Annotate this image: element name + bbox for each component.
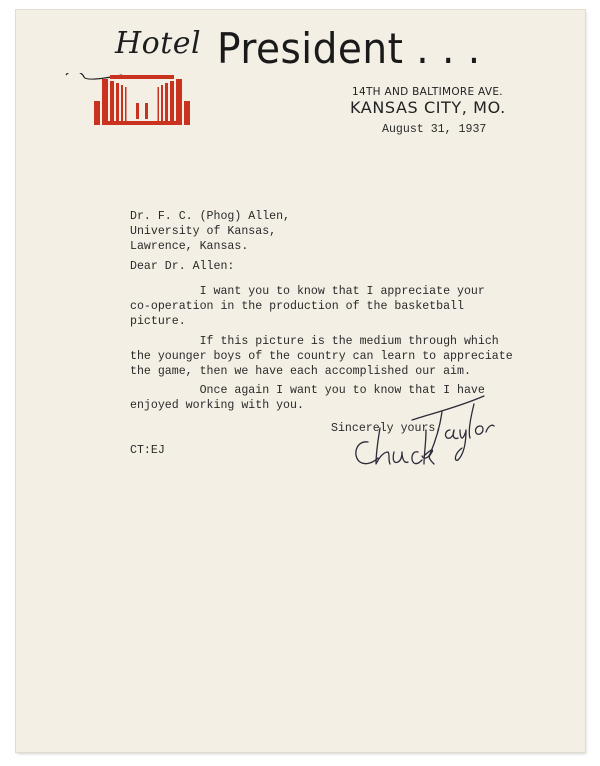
letter-date: August 31, 1937 — [382, 123, 487, 136]
closing: Sincerely yours, — [331, 422, 443, 435]
street-address: 14TH AND BALTIMORE AVE. — [352, 86, 503, 98]
addressee-block — [130, 209, 290, 254]
hotel-president-logo — [62, 73, 210, 125]
typist-initials: CT:EJ — [130, 444, 165, 457]
addressee-line: Dr. F. C. (Phog) Allen, — [130, 210, 291, 223]
hotel-name: President . . . — [217, 24, 481, 73]
hotel-script-word: Hotel — [115, 26, 202, 61]
body-paragraph: If this picture is the medium through which the younger boys of the country can learn to appreciate the game, then we have each accomplished our aim. — [130, 335, 513, 378]
body-paragraph: I want you to know that I appreciate your co-operation in the production of the basketball picture. — [130, 285, 485, 328]
addressee-line: Lawrence, Kansas. — [130, 240, 249, 253]
body-paragraph: Once again I want you to know that I have enjoyed working with you. — [130, 384, 485, 412]
handwritten-signature — [346, 390, 496, 470]
letter-page — [16, 10, 585, 752]
addressee-line: University of Kansas, — [130, 225, 277, 238]
salutation: Dear Dr. Allen: — [130, 260, 235, 273]
city-address: KANSAS CITY, MO. — [350, 98, 506, 117]
